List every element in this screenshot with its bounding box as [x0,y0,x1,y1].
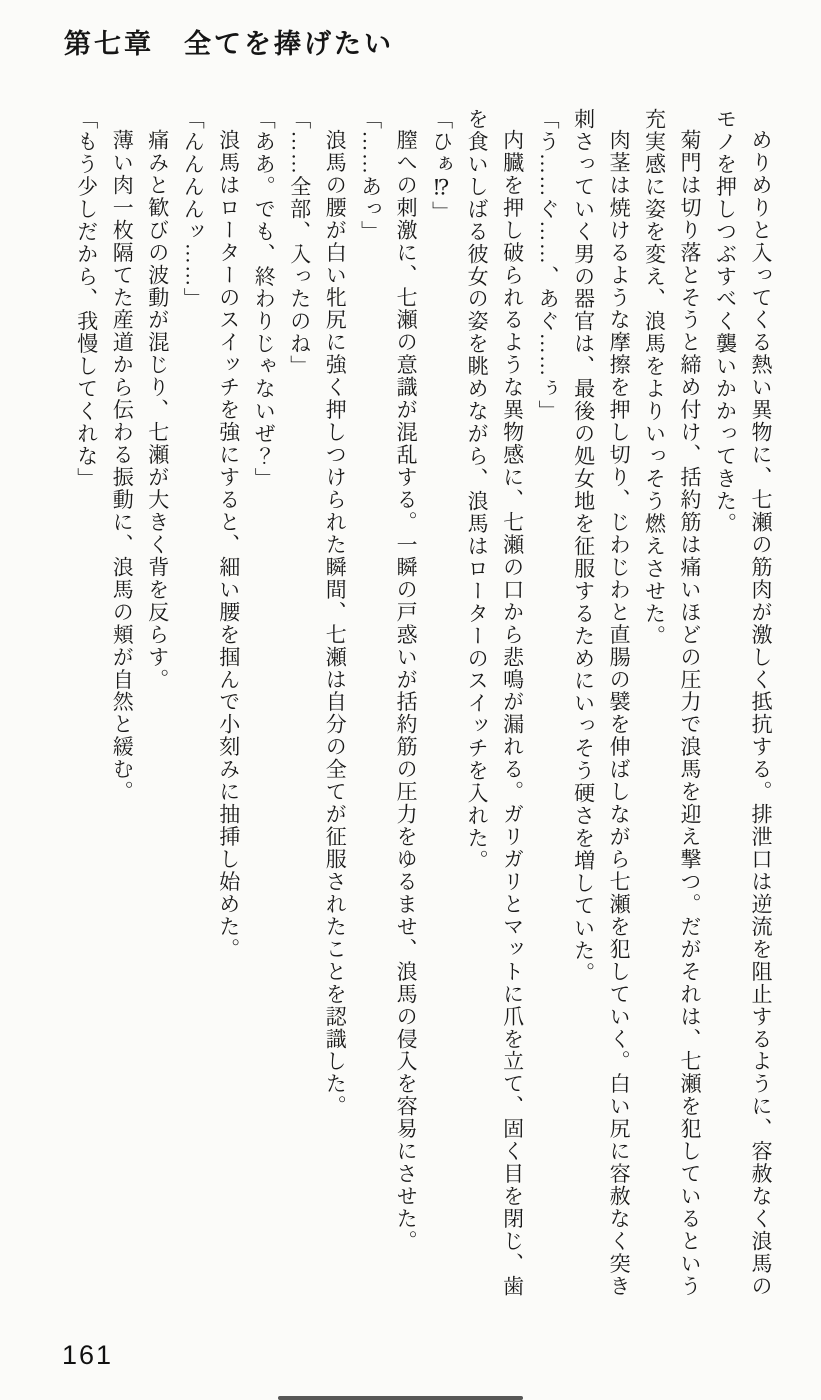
paragraph-narrative: 肉茎は焼けるような摩擦を押し切り、じわじわと直腸の襞を伸ばしながら七瀬を犯していく。白い尻に容赦なく突き刺さっていく男の器官は、最後の処女地を征服するためにいっそう硬さを増していた。 [571,108,632,1298]
paragraph-narrative: 浪馬の腰が白い牝尻に強く押しつけられた瞬間、七瀬は自分の全てが征服されたことを認識した。 [323,129,348,1118]
paragraph-dialogue: 「う……ぐ……、あぐ……ぅ」 [536,108,561,423]
paragraph-dialogue: 「……あっ」 [358,108,383,243]
body-text [68,108,778,1300]
paragraph-narrative: 菊門は切り落とそうと締め付け、括約筋は痛いほどの圧力で浪馬を迎え撃つ。だがそれは、七瀬を犯しているという充実感に姿を変え、浪馬をよりいっそう燃えさせた。 [642,108,703,1298]
paragraph-dialogue: 「んんんんッ……」 [181,108,206,311]
page-number: 161 [62,1340,114,1370]
paragraph-narrative: 痛みと歓びの波動が混じり、七瀬が大きく背を反らす。 [145,129,170,691]
paragraph-narrative: めりめりと入ってくる熱い異物に、七瀬の筋肉が激しく抵抗する。排泄口は逆流を阻止するように、容赦なく浪馬のモノを押しつぶすべく襲いかかってきた。 [713,108,773,1298]
scan-edge-artifact [278,1396,523,1400]
paragraph-dialogue: 「ひぁ⁉」 [429,108,454,224]
paragraph-narrative: 内臓を押し破られるような異物感に、七瀬の口から悲鳴が漏れる。ガリガリとマットに爪を立て、固く目を閉じ、歯を食いしばる彼女の姿を眺めながら、浪馬はローターのスイッチを入れた。 [465,108,525,1298]
paragraph-dialogue: 「……全部、入ったのね」 [287,108,312,378]
paragraph-narrative: 膣への刺激に、七瀬の意識が混乱する。一瞬の戸惑いが括約筋の圧力をゆるませ、浪馬の侵入を容易にさせた。 [394,129,419,1253]
paragraph-narrative: 浪馬はローターのスイッチを強にすると、細い腰を掴んで小刻みに抽挿し始めた。 [216,129,241,961]
paragraph-dialogue: 「ああ。でも、終わりじゃないぜ？」 [252,108,277,490]
paragraph-narrative: 薄い肉一枚隔てた産道から伝わる振動に、浪馬の頬が自然と緩む。 [110,129,135,804]
paragraph-dialogue: 「もう少しだから、我慢してくれな」 [74,108,99,490]
chapter-title: 第七章 全てを捧げたい [64,29,394,59]
